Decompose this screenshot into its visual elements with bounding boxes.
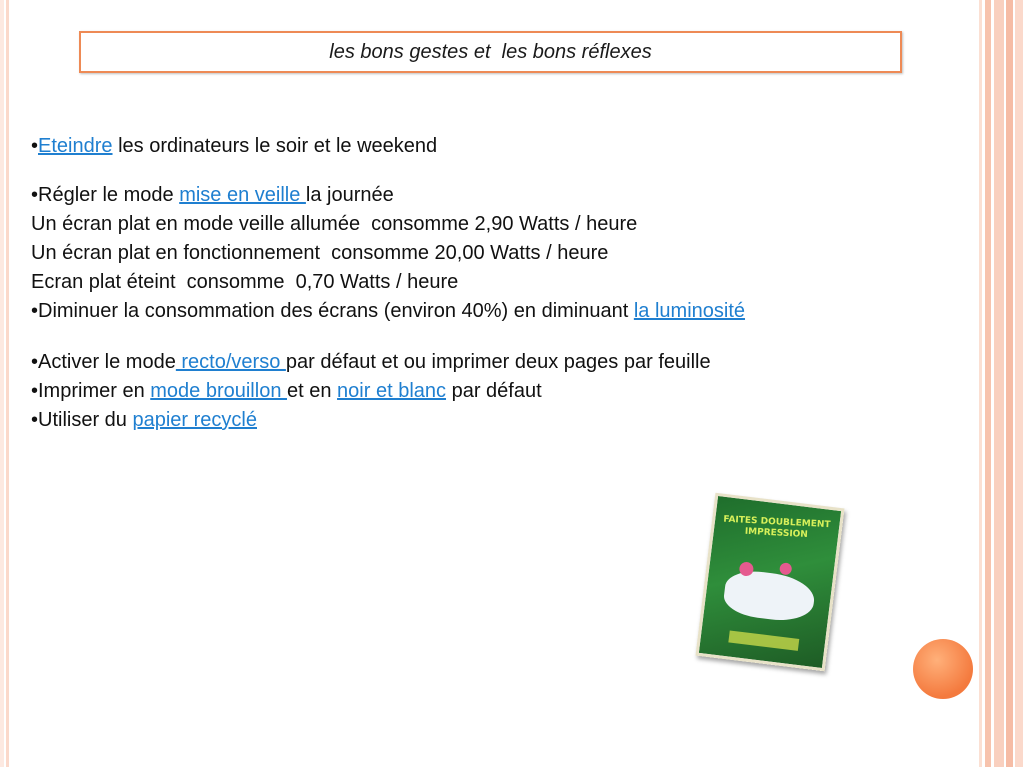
left-decorative-edge bbox=[0, 0, 14, 767]
book-cover-footer bbox=[728, 630, 799, 650]
bullet-prefix: • bbox=[31, 135, 39, 157]
bullet-text: •Utiliser du bbox=[31, 409, 133, 431]
link-luminosite[interactable]: la luminosité bbox=[633, 300, 746, 322]
slide-title: les bons gestes et les bons réflexes bbox=[329, 40, 652, 63]
bullet-text: les ordinateurs le soir et le weekend bbox=[112, 135, 438, 157]
bullet-recto-verso bbox=[31, 348, 961, 377]
bullet-text: •Diminuer la consommation des écrans (environ 40%) en diminuant bbox=[31, 300, 634, 322]
bullet-text: •Activer le mode bbox=[31, 351, 176, 373]
slide-content bbox=[31, 132, 961, 435]
link-noir-et-blanc[interactable]: noir et blanc bbox=[337, 380, 447, 402]
bullet-text: et en bbox=[287, 380, 338, 402]
decorative-orange-circle bbox=[913, 639, 973, 699]
text-line-veille: Un écran plat en mode veille allumée consomme 2,90 Watts / heure bbox=[31, 213, 638, 235]
bullet-text: la journée bbox=[305, 184, 394, 206]
bullet-text: par défaut et ou imprimer deux pages par feuille bbox=[285, 351, 711, 373]
link-mode-brouillon[interactable]: mode brouillon bbox=[150, 380, 287, 402]
bullet-luminosite bbox=[31, 297, 961, 326]
bullet-papier bbox=[31, 406, 961, 435]
bullet-mise-en-veille bbox=[31, 181, 961, 210]
bullet-text: •Régler le mode bbox=[31, 184, 180, 206]
link-recto-verso[interactable]: recto/verso bbox=[175, 351, 286, 373]
book-cover-figure bbox=[779, 562, 792, 575]
link-mise-en-veille[interactable]: mise en veille bbox=[179, 184, 306, 206]
bullet-text: par défaut bbox=[446, 380, 542, 402]
bullet-eteindre bbox=[31, 132, 961, 161]
bullet-text: •Imprimer en bbox=[31, 380, 151, 402]
book-cover-image bbox=[695, 493, 844, 672]
book-cover-cloud bbox=[722, 568, 817, 625]
bullet-imprimer bbox=[31, 377, 961, 406]
text-line-eteint: Ecran plat éteint consomme 0,70 Watts / heure bbox=[31, 271, 459, 293]
book-cover-heading: FAITES DOUBLEMENT IMPRESSION bbox=[723, 514, 831, 541]
slide-title-box bbox=[79, 31, 902, 73]
right-decorative-stripes bbox=[979, 0, 1023, 767]
link-eteindre[interactable]: Eteindre bbox=[38, 135, 113, 157]
text-line-fonctionnement: Un écran plat en fonctionnement consomme 20,00 Watts / heure bbox=[31, 242, 609, 264]
link-papier-recycle[interactable]: papier recyclé bbox=[132, 409, 257, 431]
